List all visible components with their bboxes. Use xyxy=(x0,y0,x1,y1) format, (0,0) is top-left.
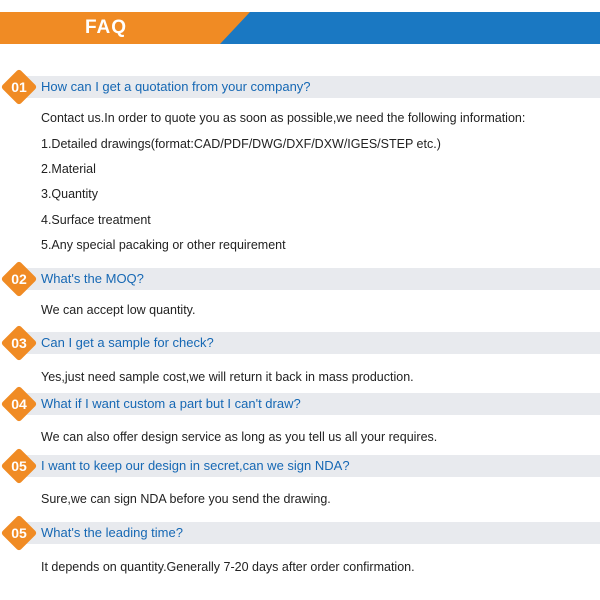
answer-line: 4.Surface treatment xyxy=(41,213,151,227)
answer-line: 2.Material xyxy=(41,162,96,176)
faq-question-6 xyxy=(0,522,600,544)
answer-line: We can also offer design service as long as you tell us all your requires. xyxy=(41,430,438,444)
answer-line: 5.Any special pacaking or other requirement xyxy=(41,238,286,252)
answer-line: It depends on quantity.Generally 7-20 days after order confirmation. xyxy=(41,560,415,574)
question-text: How can I get a quotation from your company? xyxy=(41,79,311,94)
faq-question-5 xyxy=(0,455,600,477)
answer-line: Sure,we can sign NDA before you send the drawing. xyxy=(41,492,331,506)
question-number: 01 xyxy=(11,79,27,95)
question-number: 03 xyxy=(11,335,27,351)
question-text: What's the MOQ? xyxy=(41,271,144,286)
answer-line: 3.Quantity xyxy=(41,187,98,201)
question-text: What's the leading time? xyxy=(41,525,183,540)
faq-question-3 xyxy=(0,332,600,354)
question-text: Can I get a sample for check? xyxy=(41,335,214,350)
question-number: 04 xyxy=(11,396,27,412)
faq-question-2 xyxy=(0,268,600,290)
question-number: 05 xyxy=(11,458,27,474)
answer-line: We can accept low quantity. xyxy=(41,303,196,317)
answer-line: Yes,just need sample cost,we will return it back in mass production. xyxy=(41,370,414,384)
faq-question-1 xyxy=(0,76,600,98)
question-number: 02 xyxy=(11,271,27,287)
question-text: I want to keep our design in secret,can we sign NDA? xyxy=(41,458,350,473)
faq-header xyxy=(0,12,600,44)
faq-question-4 xyxy=(0,393,600,415)
page-title: FAQ xyxy=(84,17,128,38)
question-text: What if I want custom a part but I can't draw? xyxy=(41,396,301,411)
question-number: 05 xyxy=(11,525,27,541)
answer-line: 1.Detailed drawings(format:CAD/PDF/DWG/DXF/DXW/IGES/STEP etc.) xyxy=(41,137,441,151)
answer-line: Contact us.In order to quote you as soon as possible,we need the following information: xyxy=(41,111,526,125)
